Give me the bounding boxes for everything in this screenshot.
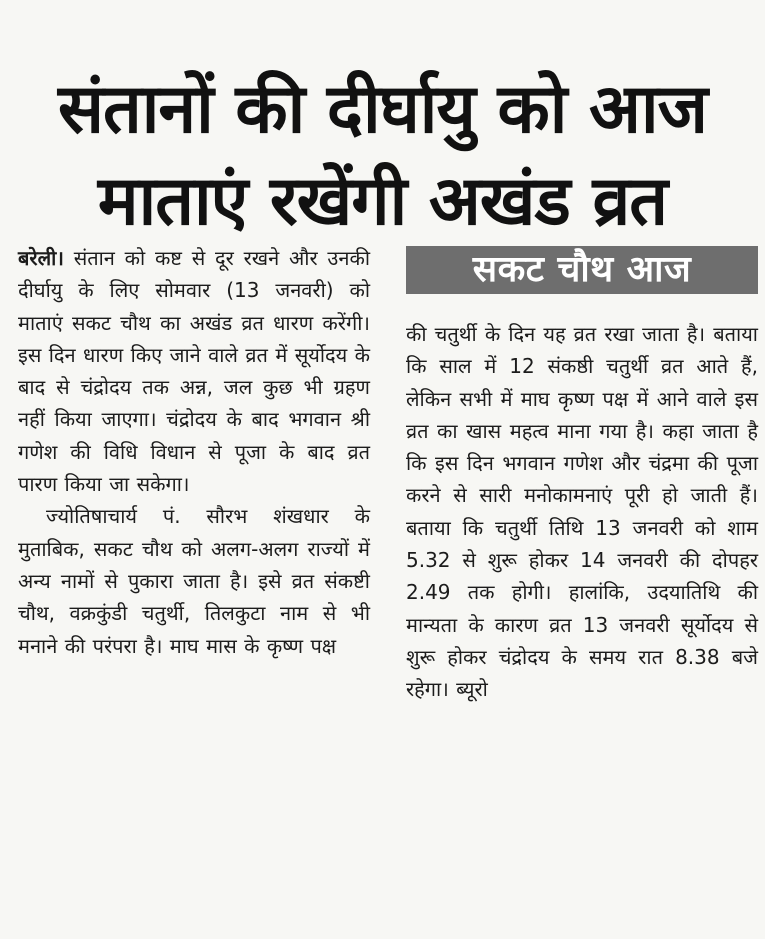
paragraph-1-text: संतान को कष्ट से दूर रखने और उनकी दीर्घायु के लिए सोमवार (13 जनवरी) को माताएं सकट चौथ का अखंड व्रत धारण करेंगी। इस दिन धारण किए जाने वाले व्रत में सूर्योदय के बाद से चंद्रोदय तक अन्न, जल कुछ भी ग्रहण नहीं किया जाएगा। चंद्रोदय के बाद भगवान श्री गणेश की विधि विधान से पूजा के बाद व्रत पारण किया जा सकेगा। [18, 246, 370, 497]
paragraph-1 [18, 242, 370, 500]
dateline: बरेली। [18, 246, 64, 270]
paragraph-2: ज्योतिषाचार्य पं. सौरभ शंखधार के मुताबिक, सकट चौथ को अलग-अलग राज्यों में अन्य नामों से पुकारा जाता है। इसे व्रत संकष्टी चौथ, वक्रकुंडी चतुर्थी, तिलकुटा नाम से भी मनाने की परंपरा है। माघ मास के कृष्ण पक्ष [18, 504, 370, 658]
right-column [406, 318, 758, 706]
subhead-box: सकट चौथ आज [406, 246, 758, 294]
headline-line-1: संतानों की दीर्घायु को आज [58, 69, 707, 149]
headline-line-2: माताएं रखेंगी अखंड व्रत [97, 161, 668, 241]
headline [0, 64, 765, 248]
paragraph-3: की चतुर्थी के दिन यह व्रत रखा जाता है। बताया कि साल में 12 संकष्ठी चतुर्थी व्रत आते हैं, लेकिन सभी में माघ कृष्ण पक्ष में आने वाले इस व्रत का खास महत्व माना गया है। कहा जाता है कि इस दिन भगवान गणेश और चंद्रमा की पूजा करने से सारी मनोकामनाएं पूरी हो जाती हैं। बताया कि चतुर्थी तिथि 13 जनवरी को शाम 5.32 से शुरू होकर 14 जनवरी की दोपहर 2.49 तक होगी। हालांकि, उदयातिथि की मान्यता के कारण व्रत 13 जनवरी सूर्योदय से शुरू होकर चंद्रोदय के समय रात 8.38 बजे रहेगा। ब्यूरो [406, 322, 758, 702]
left-column [18, 242, 370, 662]
